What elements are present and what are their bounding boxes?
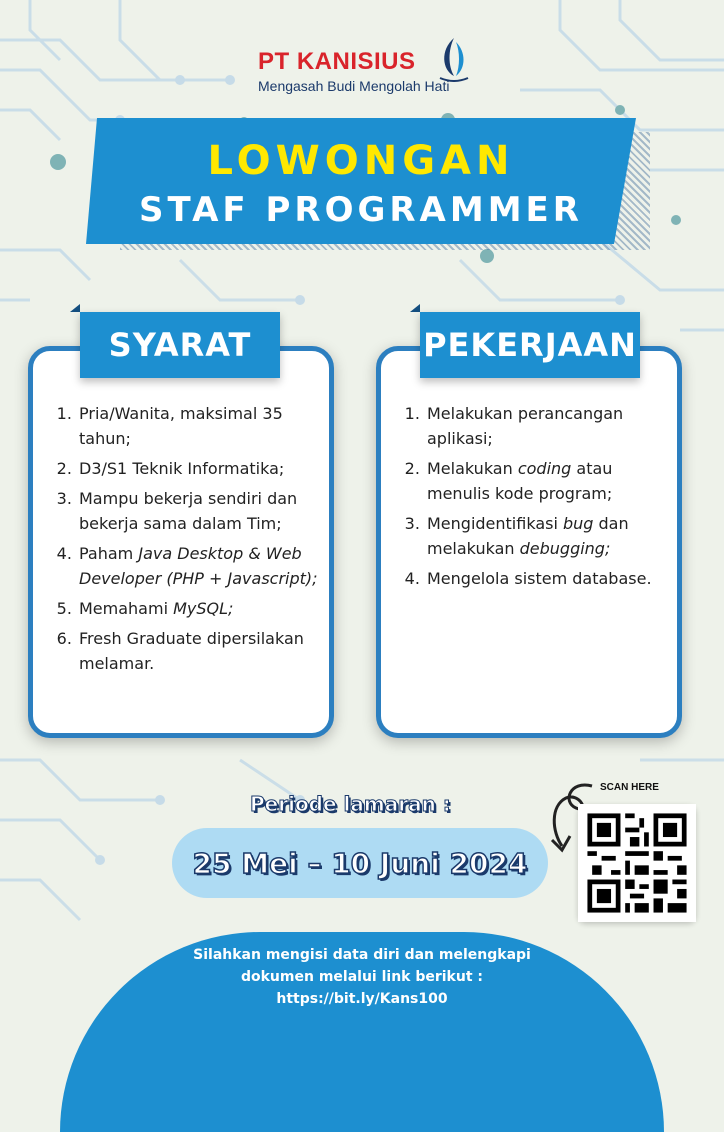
pekerjaan-heading: PEKERJAAN xyxy=(420,312,640,378)
list-item xyxy=(77,596,319,621)
pekerjaan-card xyxy=(376,346,682,738)
application-link[interactable]: https://bit.ly/Kans100 xyxy=(276,991,448,1007)
list-item-italic: Java Desktop & Web Developer (PHP + Javascript); xyxy=(79,544,318,588)
title-line-2: STAF PROGRAMMER xyxy=(139,190,583,230)
list-item xyxy=(77,541,319,591)
tab-fold xyxy=(410,304,420,312)
qr-code-icon xyxy=(578,804,696,922)
company-tagline: Mengasah Budi Mengolah Hati xyxy=(258,78,450,94)
list-item-text: Melakukan xyxy=(427,459,518,478)
list-item: 4. Mengelola sistem database. xyxy=(425,566,667,591)
list-item-text: Mengidentifikasi xyxy=(427,514,563,533)
syarat-card xyxy=(28,346,334,738)
tab-fold xyxy=(70,304,80,312)
sailboat-icon xyxy=(434,36,474,82)
syarat-list xyxy=(51,401,319,676)
title-line-1: LOWONGAN xyxy=(207,138,515,184)
list-item-text: atau menulis kode program; xyxy=(427,459,613,503)
list-item-text: Paham xyxy=(79,544,139,563)
scan-here-label: SCAN HERE xyxy=(600,782,659,793)
syarat-heading: SYARAT xyxy=(80,312,280,378)
company-logo xyxy=(258,40,478,100)
list-item-italic: bug xyxy=(562,514,594,533)
periode-label: Periode lamaran : xyxy=(250,792,451,816)
list-item: 2. D3/S1 Teknik Informatika; xyxy=(77,456,319,481)
list-item xyxy=(425,456,667,506)
list-item-text: dan melakukan xyxy=(427,514,629,558)
list-item-italic: debugging; xyxy=(519,539,611,558)
list-item: 1. Pria/Wanita, maksimal 35 tahun; xyxy=(77,401,319,451)
qr-code[interactable] xyxy=(578,804,696,922)
pekerjaan-list xyxy=(399,401,667,591)
list-item: 3. Mampu bekerja sendiri dan bekerja sama dalam Tim; xyxy=(77,486,319,536)
list-item: 1. Melakukan perancangan aplikasi; xyxy=(425,401,667,451)
list-item: 6. Fresh Graduate dipersilakan melamar. xyxy=(77,626,319,676)
company-name: PT KANISIUS xyxy=(258,48,416,75)
footer-text xyxy=(60,944,664,1010)
title-banner-text xyxy=(86,118,636,244)
date-pill xyxy=(172,828,548,898)
list-item-italic: MySQL; xyxy=(173,599,234,618)
list-item-text: Memahami xyxy=(79,599,174,618)
list-item-italic: coding xyxy=(517,459,572,478)
footer-line-1: Silahkan mengisi data diri dan melengkapi xyxy=(193,947,531,963)
periode-dates: 25 Mei – 10 Juni 2024 xyxy=(192,846,528,880)
footer-line-2: dokumen melalui link berikut : xyxy=(240,969,484,985)
list-item xyxy=(425,511,667,561)
